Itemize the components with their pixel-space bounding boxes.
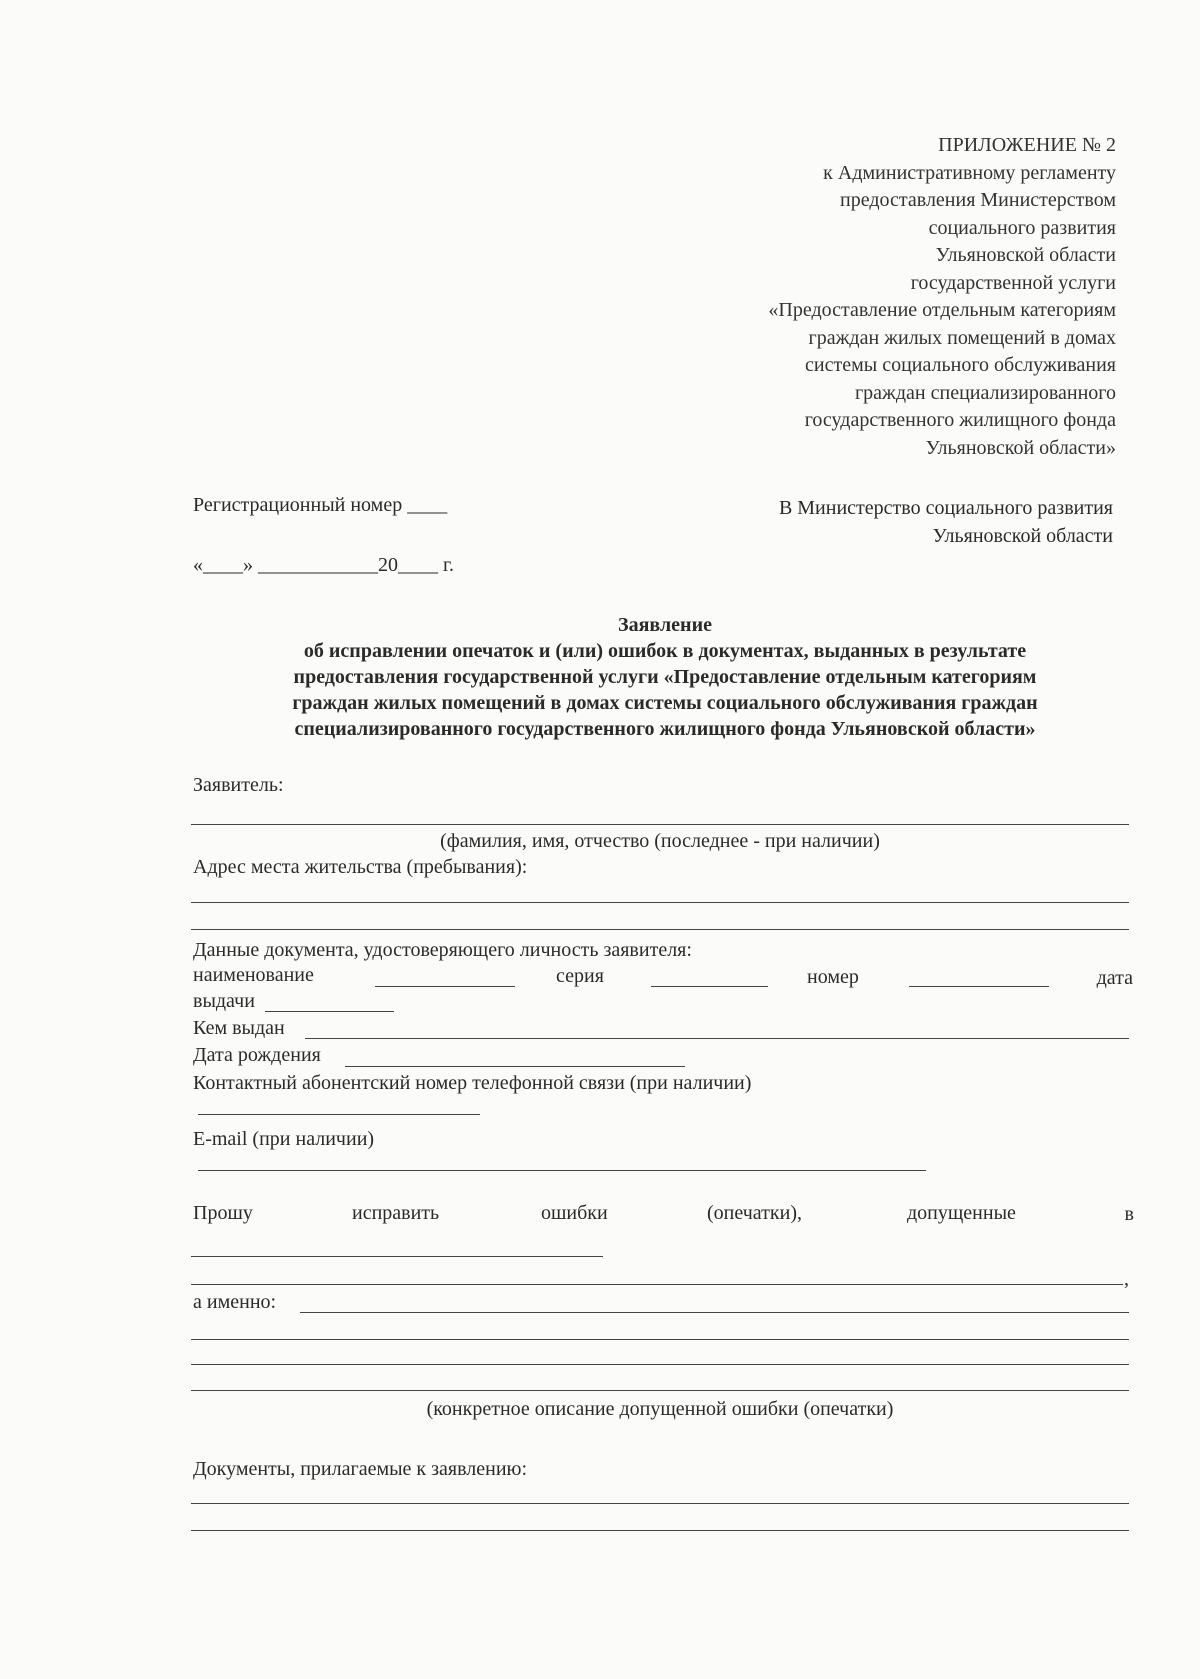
- namely-field-line-4[interactable]: [191, 1390, 1129, 1391]
- attachments-field-line-2[interactable]: [191, 1530, 1129, 1531]
- id-issue-date-field[interactable]: [265, 1011, 394, 1012]
- id-number-label: номер: [807, 966, 859, 988]
- header-line-9: системы социального обслуживания: [805, 354, 1116, 376]
- issued-by-label: Кем выдан: [193, 1017, 285, 1039]
- title-line-1: об исправлении опечаток и (или) ошибок в документах, выданных в результате: [303, 640, 1027, 662]
- addressee-line-2: Ульяновской области: [932, 525, 1113, 547]
- addressee: [779, 494, 1113, 550]
- title-line-3: граждан жилых помещений в домах системы социального обслуживания граждан: [292, 692, 1038, 714]
- registration-date: «____» ____________20____ г.: [193, 554, 454, 576]
- id-issue-label: выдачи: [193, 990, 255, 1012]
- address-field-line-1[interactable]: [191, 902, 1129, 903]
- id-name-field[interactable]: [375, 986, 515, 987]
- applicant-name-field[interactable]: [191, 824, 1129, 825]
- issued-by-field[interactable]: [305, 1038, 1129, 1039]
- birth-date-field[interactable]: [345, 1066, 685, 1067]
- request-document-field[interactable]: [191, 1256, 603, 1257]
- phone-label: Контактный абонентский номер телефонной связи (при наличии): [193, 1072, 752, 1094]
- header-line-2: к Административному регламенту: [823, 161, 1116, 184]
- header-line-4: социального развития: [928, 216, 1116, 239]
- id-series-label: серия: [556, 965, 604, 987]
- registration-number: Регистрационный номер ____: [193, 494, 448, 516]
- address-label: Адрес места жительства (пребывания):: [193, 856, 528, 878]
- request-word-2: исправить: [352, 1202, 440, 1224]
- request-word-6: в: [1124, 1203, 1134, 1225]
- header-line-7: «Предоставление отдельным категориям: [768, 299, 1116, 321]
- document-title: [180, 612, 1150, 742]
- id-date-label: дата: [1096, 967, 1133, 989]
- header-line-5: Ульяновской области: [935, 244, 1116, 266]
- address-field-line-2[interactable]: [191, 929, 1129, 930]
- title-heading: Заявление: [618, 614, 712, 636]
- header-line-1: ПРИЛОЖЕНИЕ № 2: [938, 134, 1116, 156]
- error-caption: (конкретное описание допущенной ошибки (опечатки): [426, 1398, 894, 1420]
- addressee-line-1: В Министерство социального развития: [778, 497, 1113, 519]
- header-line-12: Ульяновской области»: [925, 436, 1116, 459]
- request-word-5: допущенные: [907, 1202, 1016, 1224]
- birth-date-label: Дата рождения: [193, 1044, 321, 1066]
- header-line-11: государственного жилищного фонда: [804, 409, 1116, 431]
- id-number-field[interactable]: [909, 986, 1049, 987]
- email-field[interactable]: [198, 1170, 926, 1171]
- title-line-2: предоставления государственной услуги «Предоставление отдельным категориям: [293, 666, 1037, 688]
- email-label: E-mail (при наличии): [193, 1128, 375, 1150]
- request-word-3: ошибки: [541, 1202, 608, 1224]
- id-series-field[interactable]: [651, 986, 768, 987]
- namely-field-line-2[interactable]: [191, 1339, 1129, 1340]
- header-line-8: граждан жилых помещений в домах: [808, 326, 1116, 349]
- header-line-10: граждан специализированного: [854, 381, 1116, 404]
- namely-label: а именно:: [193, 1291, 277, 1313]
- title-line-4: специализированного государственного жилищного фонда Ульяновской области»: [294, 718, 1036, 740]
- id-name-label: наименование: [193, 964, 314, 986]
- applicant-name-caption: (фамилия, имя, отчество (последнее - при наличии): [440, 830, 880, 852]
- header-line-6: государственной услуги: [910, 271, 1116, 294]
- header-line-3: предоставления Министерством: [840, 189, 1116, 211]
- appendix-header: [768, 132, 1116, 462]
- attachments-label: Документы, прилагаемые к заявлению:: [193, 1458, 528, 1480]
- applicant-label: Заявитель:: [193, 774, 284, 796]
- phone-field[interactable]: [198, 1114, 480, 1115]
- request-comma: ,: [1124, 1268, 1129, 1290]
- request-document-field-2[interactable]: [191, 1284, 1123, 1285]
- request-word-4: (опечатки),: [707, 1202, 802, 1224]
- id-doc-label: Данные документа, удостоверяющего личность заявителя:: [193, 939, 692, 961]
- namely-field-line-1[interactable]: [300, 1312, 1129, 1313]
- namely-field-line-3[interactable]: [191, 1364, 1129, 1365]
- request-word-1: Прошу: [193, 1202, 253, 1224]
- attachments-field-line-1[interactable]: [191, 1503, 1129, 1504]
